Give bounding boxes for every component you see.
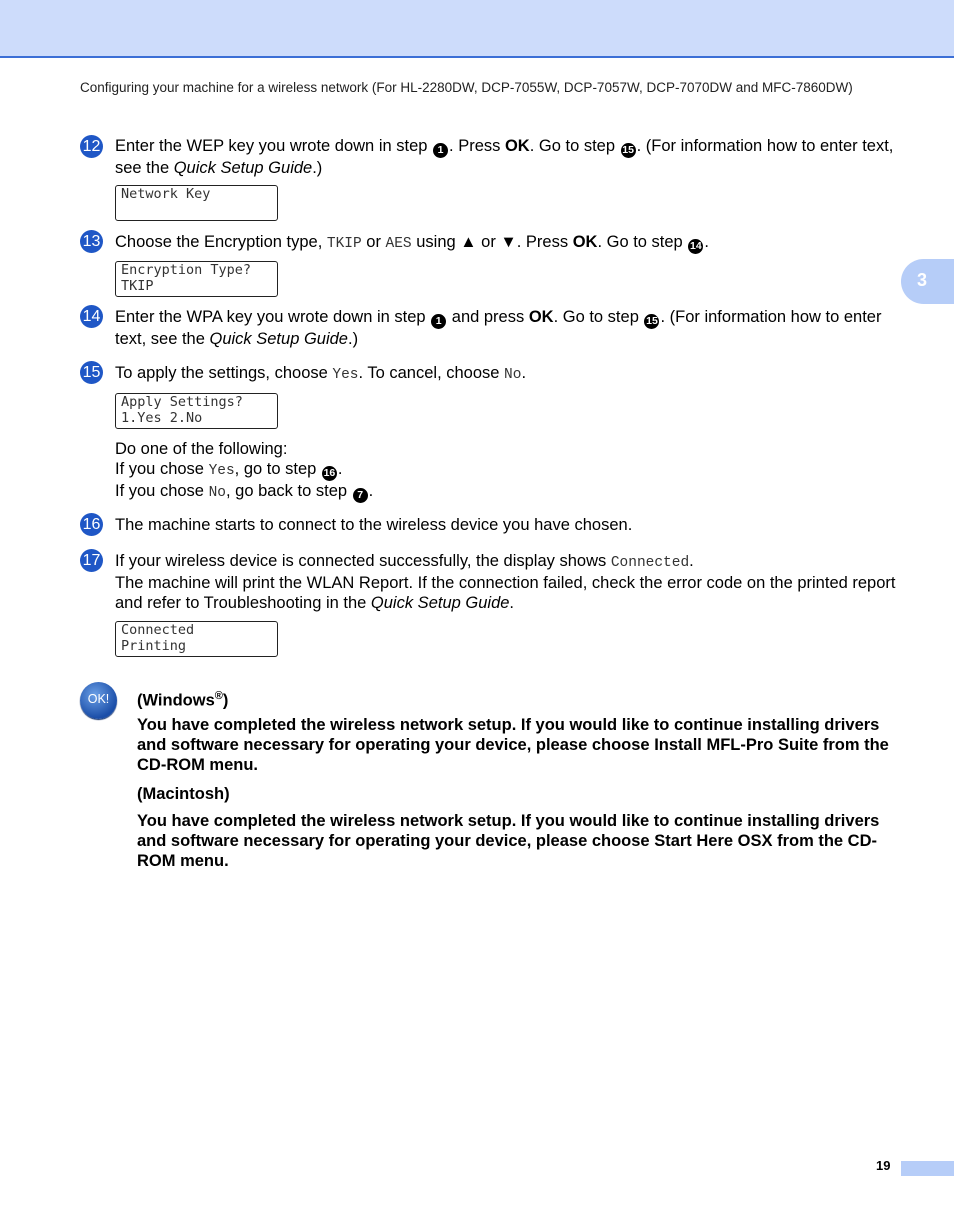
- lcd-display-apply-settings: Apply Settings? 1.Yes 2.No: [115, 393, 278, 429]
- step-marker-15: 15: [80, 361, 103, 384]
- page-number: 19: [876, 1158, 891, 1173]
- windows-completion-text: You have completed the wireless network setup. If you would like to continue installing drivers and software necessary for operating your device, please choose Install MFL-Pro Suite from the CD-ROM menu.: [137, 716, 889, 774]
- followup-intro: Do one of the following:: [115, 440, 288, 458]
- macintosh-heading: (Macintosh): [137, 785, 230, 803]
- lcd-display-connected: Connected Printing: [115, 621, 278, 657]
- windows-heading: (Windows®): [137, 690, 229, 710]
- lcd-display-encryption-type: Encryption Type? TKIP: [115, 261, 278, 297]
- step-14-text: Enter the WPA key you wrote down in step 1 and press OK. Go to step 15 . (For information how to enter text, see the Quick Setup Guide.): [115, 308, 882, 348]
- step-marker-16: 16: [80, 513, 103, 536]
- step-marker-14: 14: [80, 305, 103, 328]
- macintosh-completion-text: You have completed the wireless network setup. If you would like to continue installing drivers and software necessary for operating your device, please choose Start Here OSX from the CD-ROM menu.: [137, 812, 880, 870]
- step-12-text: Enter the WEP key you wrote down in step 1 . Press OK. Go to step 15 . (For information how to enter text, see the Quick Setup Guide.): [115, 137, 894, 177]
- top-header-band: [0, 0, 954, 58]
- step-ref-16: 16: [323, 467, 336, 479]
- followup-yes: If you chose Yes, go to step 16 .: [115, 460, 343, 479]
- step-ref-7: 7: [353, 488, 368, 503]
- step-ref-15: 15: [646, 315, 658, 327]
- step-ref-14: 14: [689, 240, 702, 252]
- step-15-text: To apply the settings, choose Yes. To cancel, choose No.: [115, 364, 527, 383]
- step-marker-17: 17: [80, 549, 103, 572]
- step-ref-1: 1: [431, 314, 446, 329]
- followup-no: If you chose No, go back to step 7 .: [115, 482, 374, 501]
- page-number-bar: [901, 1161, 954, 1176]
- step-marker-13: 13: [80, 230, 103, 253]
- lcd-display-network-key: Network Key: [115, 185, 278, 221]
- step-marker-12: 12: [80, 135, 103, 158]
- step-ref-15: 15: [622, 144, 634, 156]
- chapter-number: 3: [917, 270, 928, 290]
- ok-check-icon: OK!: [80, 682, 117, 719]
- chapter-tab: [901, 259, 954, 304]
- step-13-text: Choose the Encryption type, TKIP or AES using ▲ or ▼. Press OK. Go to step 14 .: [115, 233, 709, 252]
- step-ref-1: 1: [433, 143, 448, 158]
- step-17-text: If your wireless device is connected successfully, the display shows Connected. The machine will print the WLAN Report. If the connection failed, check the error code on the printed report and refer to Troubleshooting in the Quick Setup Guide.: [115, 552, 896, 612]
- step-16-text: The machine starts to connect to the wireless device you have chosen.: [115, 516, 633, 534]
- step-15-followup: [115, 439, 905, 503]
- running-header: Configuring your machine for a wireless network (For HL-2280DW, DCP-7055W, DCP-7057W, DCP-7070DW and MFC-7860DW): [80, 80, 853, 95]
